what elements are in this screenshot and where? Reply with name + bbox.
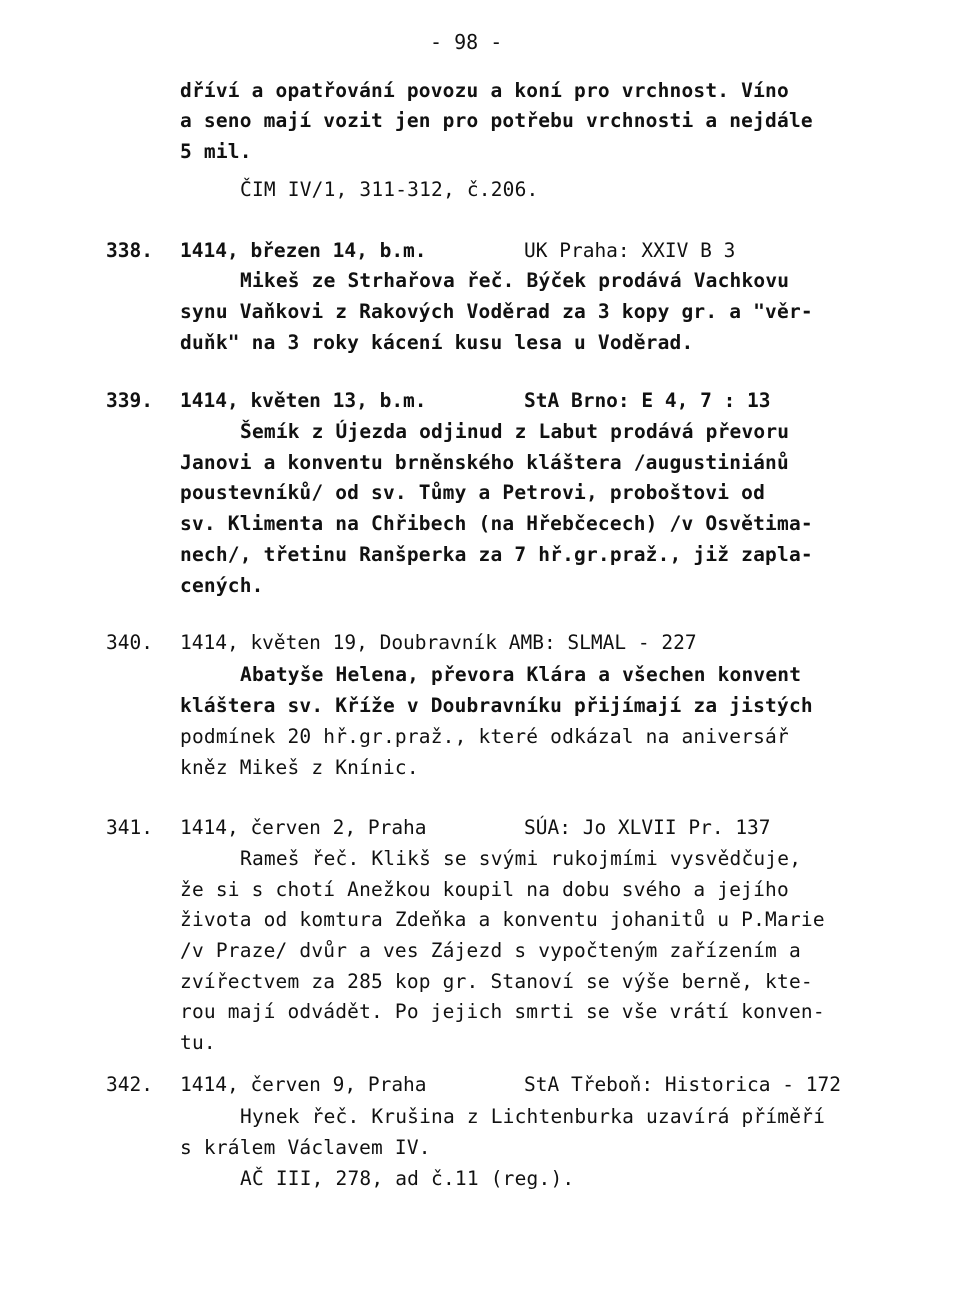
entry-number: 342. xyxy=(106,1073,153,1096)
entry-text-line: duňk" na 3 roky kácení kusu lesa u Voděrad. xyxy=(180,331,694,354)
entry-text-line: poustevníků/ od sv. Tůmy a Petrovi, proboštovi od xyxy=(180,481,766,504)
entry-number: 341. xyxy=(106,816,153,839)
entry-source: SÚA: Jo XLVII Pr. 137 xyxy=(524,816,771,839)
entry-text-line: podmínek 20 hř.gr.praž., které odkázal na aniversář xyxy=(180,725,789,748)
intro-line: a seno mají vozit jen pro potřebu vrchnosti a nejdále xyxy=(180,109,813,132)
entry-date-place: 1414, březen 14, b.m. xyxy=(180,239,427,262)
entry-source: StA Brno: E 4, 7 : 13 xyxy=(524,389,771,412)
intro-line: 5 mil. xyxy=(180,140,252,163)
entry-text-line: života od komtura Zdeňka a konventu johanitů u P.Marie xyxy=(180,908,825,931)
entry-reference: AČ III, 278, ad č.11 (reg.). xyxy=(240,1167,575,1190)
entry-text-line: Šemík z Újezda odjinud z Labut prodává převoru xyxy=(240,420,790,443)
entry-text-line: Hynek řeč. Krušina z Lichtenburka uzavírá příměří xyxy=(240,1105,826,1128)
entry-text-line: zvířectvem za 285 kop gr. Stanoví se výše berně, kte- xyxy=(180,970,813,993)
entry-text-line: tu. xyxy=(180,1031,216,1054)
entry-text-line: /v Praze/ dvůr a ves Zájezd s vypočteným zařízením a xyxy=(180,939,801,962)
entry-text-line: kláštera sv. Kříže v Doubravníku přijímají za jistých xyxy=(180,694,813,717)
entry-source: UK Praha: XXIV B 3 xyxy=(524,239,736,262)
entry-source: StA Třeboň: Historica - 172 xyxy=(524,1073,841,1096)
entry-date-place: 1414, květen 13, b.m. xyxy=(180,389,427,412)
entry-text-line: Abatyše Helena, převora Klára a všechen konvent xyxy=(240,663,802,686)
entry-text-line: kněz Mikeš z Knínic. xyxy=(180,756,419,779)
entry-number: 339. xyxy=(106,389,153,412)
entry-text-line: Rameš řeč. Klikš se svými rukojmími vysvědčuje, xyxy=(240,847,802,870)
intro-line: dříví a opatřování povozu a koní pro vrchnost. Víno xyxy=(180,79,789,102)
entry-text-line: Mikeš ze Strhařova řeč. Býček prodává Vachkovu xyxy=(240,269,790,292)
entry-text-line: nech/, třetinu Ranšperka za 7 hř.gr.praž., již zapla- xyxy=(180,543,813,566)
entry-text-line: že si s chotí Anežkou koupil na dobu svého a jejího xyxy=(180,878,789,901)
entry-number: 340. xyxy=(106,631,153,654)
entry-text-line: s králem Václavem IV. xyxy=(180,1136,431,1159)
page-number: - 98 - xyxy=(430,30,503,54)
intro-reference: ČIM IV/1, 311-312, č.206. xyxy=(240,178,539,201)
entry-text-line: rou mají odvádět. Po jejich smrti se vše vrátí konven- xyxy=(180,1000,825,1023)
entry-text-line: cených. xyxy=(180,574,264,597)
entry-number: 338. xyxy=(106,239,153,262)
entry-text-line: synu Vaňkovi z Rakových Voděrad za 3 kopy gr. a "věr- xyxy=(180,300,813,323)
entry-date-place: 1414, květen 19, Doubravník AMB: SLMAL - 227 xyxy=(180,631,697,654)
entry-date-place: 1414, červen 2, Praha xyxy=(180,816,427,839)
entry-text-line: Janovi a konventu brněnského kláštera /augustiniánů xyxy=(180,451,789,474)
entry-text-line: sv. Klimenta na Chřibech (na Hřebčecech) /v Osvětima- xyxy=(180,512,813,535)
entry-date-place: 1414, červen 9, Praha xyxy=(180,1073,427,1096)
